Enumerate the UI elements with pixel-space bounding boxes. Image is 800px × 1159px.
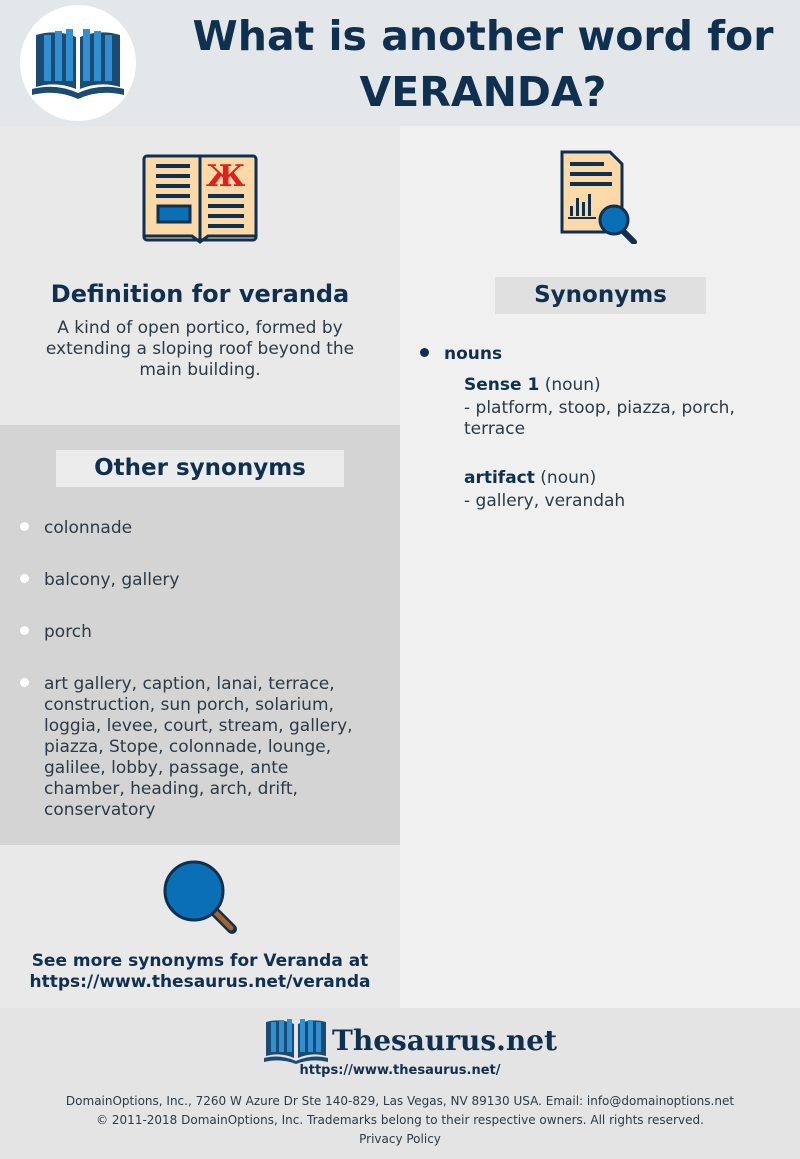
see-more-line1: See more synonyms for Veranda at [31, 951, 369, 971]
footer-copyright: © 2011-2018 DomainOptions, Inc. Trademarks belong to their respective owners. All rights reserved. [96, 1113, 704, 1127]
sense-name: artifact [464, 468, 535, 488]
bullet-icon [20, 574, 29, 583]
see-more-section [0, 845, 400, 1008]
synonym-link[interactable]: colonnade [44, 518, 133, 538]
footer-url[interactable]: https://www.thesaurus.net/ [299, 1063, 501, 1078]
list-item [0, 622, 400, 643]
site-logo-icon [32, 27, 124, 99]
site-logo[interactable] [20, 5, 136, 121]
other-synonyms-section [0, 425, 400, 845]
footer-brand[interactable]: Thesaurus.net [332, 1024, 557, 1057]
footer-address: DomainOptions, Inc., 7260 W Azure Dr Ste 140-829, Las Vegas, NV 89130 USA. Email: info@domainoptions.net [65, 1094, 735, 1108]
sense-item [464, 375, 764, 440]
page-footer [0, 1008, 800, 1159]
open-book-icon [142, 150, 258, 244]
sense-words[interactable]: platform, stoop, piazza, porch, terrace [464, 398, 735, 439]
see-more-text [0, 951, 400, 993]
bullet-icon [420, 348, 429, 357]
list-item [0, 518, 400, 539]
other-synonyms-title: Other synonyms [56, 450, 344, 487]
document-search-icon [560, 150, 640, 244]
page-title-line1: What is another word for [192, 12, 774, 60]
definition-title: Definition for veranda [50, 280, 350, 308]
dash: - [464, 491, 476, 511]
synonyms-title: Synonyms [495, 277, 706, 314]
list-item [0, 570, 400, 591]
sense-pos: (noun) [544, 375, 601, 395]
synonyms-section [400, 126, 800, 1008]
page-title-line2: VERANDA? [359, 68, 607, 116]
sense-words[interactable]: gallery, verandah [475, 491, 626, 511]
synonym-link[interactable]: art gallery, caption, lanai, terrace, construction, sun porch, solarium, loggia, levee, court, stream, gallery, piazza, Stope, colonnade, lounge, galilee, lobby, passage, ante chamber, heading, arch, drift, conservatory [44, 674, 353, 820]
dash: - [464, 398, 476, 418]
sense-name: Sense 1 [464, 375, 540, 395]
other-synonyms-list [0, 518, 400, 852]
svg-text:Ж: Ж [206, 159, 246, 194]
site-logo-icon [264, 1018, 328, 1064]
sense-pos: (noun) [540, 468, 597, 488]
synonym-link[interactable]: balcony, gallery [44, 570, 180, 590]
synonym-link[interactable]: porch [44, 622, 92, 642]
bullet-icon [20, 678, 29, 687]
page-title [180, 8, 786, 120]
definition-text: A kind of open portico, formed by extending a sloping roof beyond the main building. [45, 318, 355, 380]
privacy-policy-link[interactable]: Privacy Policy [359, 1132, 441, 1146]
definition-section [0, 126, 400, 425]
see-more-link[interactable]: https://www.thesaurus.net/veranda [29, 972, 371, 992]
bullet-icon [20, 626, 29, 635]
page-header [0, 0, 800, 126]
bullet-icon [20, 522, 29, 531]
magnifier-icon [162, 859, 238, 935]
part-of-speech-label: nouns [444, 344, 503, 364]
list-item [0, 674, 400, 821]
sense-item [464, 468, 764, 512]
